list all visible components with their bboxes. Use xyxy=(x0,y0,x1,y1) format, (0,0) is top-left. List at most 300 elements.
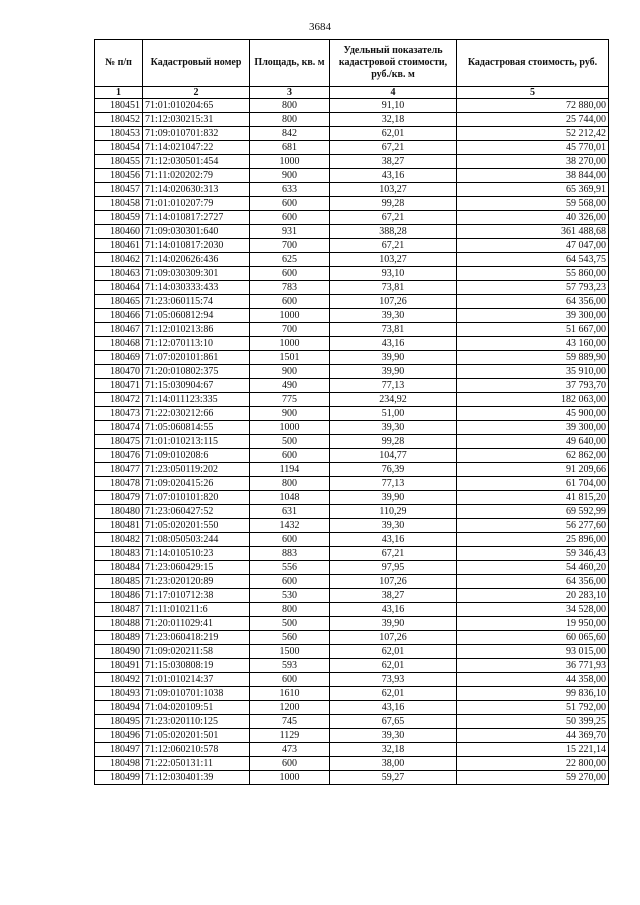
unit-value-cell: 234,92 xyxy=(330,393,457,407)
cadastral-value-cell: 38 270,00 xyxy=(457,155,609,169)
area-cell: 1501 xyxy=(250,351,330,365)
area-cell: 1000 xyxy=(250,155,330,169)
cadastral-number-cell: 71:01:010213:115 xyxy=(143,435,250,449)
area-cell: 1000 xyxy=(250,421,330,435)
row-number-cell: 180492 xyxy=(95,673,143,687)
row-number-cell: 180475 xyxy=(95,435,143,449)
unit-value-cell: 99,28 xyxy=(330,197,457,211)
row-number-cell: 180460 xyxy=(95,225,143,239)
unit-value-cell: 73,93 xyxy=(330,673,457,687)
cadastral-value-cell: 60 065,60 xyxy=(457,631,609,645)
area-cell: 842 xyxy=(250,127,330,141)
cadastral-value-cell: 44 358,00 xyxy=(457,673,609,687)
column-number: 5 xyxy=(457,87,609,99)
table-row xyxy=(95,533,609,547)
unit-value-cell: 39,30 xyxy=(330,519,457,533)
unit-value-cell: 62,01 xyxy=(330,645,457,659)
unit-value-cell: 107,26 xyxy=(330,631,457,645)
area-cell: 1432 xyxy=(250,519,330,533)
unit-value-cell: 73,81 xyxy=(330,281,457,295)
area-cell: 593 xyxy=(250,659,330,673)
unit-value-cell: 77,13 xyxy=(330,477,457,491)
cadastral-value-cell: 99 836,10 xyxy=(457,687,609,701)
row-number-cell: 180461 xyxy=(95,239,143,253)
row-number-cell: 180463 xyxy=(95,267,143,281)
cadastral-value-cell: 49 640,00 xyxy=(457,435,609,449)
cadastral-number-cell: 71:12:030501:454 xyxy=(143,155,250,169)
table-row xyxy=(95,365,609,379)
cadastral-value-cell: 182 063,00 xyxy=(457,393,609,407)
unit-value-cell: 76,39 xyxy=(330,463,457,477)
cadastral-number-cell: 71:12:060210:578 xyxy=(143,743,250,757)
column-number: 2 xyxy=(143,87,250,99)
cadastral-number-cell: 71:09:010701:1038 xyxy=(143,687,250,701)
area-cell: 500 xyxy=(250,617,330,631)
unit-value-cell: 99,28 xyxy=(330,435,457,449)
table-row xyxy=(95,183,609,197)
cadastral-number-cell: 71:15:030904:67 xyxy=(143,379,250,393)
header-area: Площадь, кв. м xyxy=(250,40,330,87)
unit-value-cell: 103,27 xyxy=(330,183,457,197)
area-cell: 600 xyxy=(250,267,330,281)
area-cell: 1500 xyxy=(250,645,330,659)
table-row xyxy=(95,491,609,505)
unit-value-cell: 91,10 xyxy=(330,99,457,113)
area-cell: 500 xyxy=(250,435,330,449)
area-cell: 600 xyxy=(250,757,330,771)
unit-value-cell: 39,30 xyxy=(330,729,457,743)
cadastral-value-cell: 59 889,90 xyxy=(457,351,609,365)
cadastral-number-cell: 71:23:050119:202 xyxy=(143,463,250,477)
unit-value-cell: 77,13 xyxy=(330,379,457,393)
unit-value-cell: 59,27 xyxy=(330,771,457,785)
cadastral-value-cell: 43 160,00 xyxy=(457,337,609,351)
row-number-cell: 180481 xyxy=(95,519,143,533)
cadastral-value-cell: 72 880,00 xyxy=(457,99,609,113)
unit-value-cell: 107,26 xyxy=(330,295,457,309)
table-row xyxy=(95,211,609,225)
area-cell: 883 xyxy=(250,547,330,561)
cadastral-value-cell: 64 356,00 xyxy=(457,295,609,309)
table-row xyxy=(95,687,609,701)
unit-value-cell: 62,01 xyxy=(330,687,457,701)
column-number: 4 xyxy=(330,87,457,99)
cadastral-value-cell: 361 488,68 xyxy=(457,225,609,239)
unit-value-cell: 32,18 xyxy=(330,113,457,127)
cadastral-value-table xyxy=(94,39,609,785)
unit-value-cell: 32,18 xyxy=(330,743,457,757)
area-cell: 600 xyxy=(250,211,330,225)
table-row xyxy=(95,393,609,407)
cadastral-number-cell: 71:09:010701:832 xyxy=(143,127,250,141)
cadastral-number-cell: 71:09:010208:6 xyxy=(143,449,250,463)
row-number-cell: 180467 xyxy=(95,323,143,337)
row-number-cell: 180453 xyxy=(95,127,143,141)
cadastral-number-cell: 71:23:060427:52 xyxy=(143,505,250,519)
row-number-cell: 180478 xyxy=(95,477,143,491)
table-row xyxy=(95,155,609,169)
cadastral-value-cell: 55 860,00 xyxy=(457,267,609,281)
cadastral-value-cell: 59 568,00 xyxy=(457,197,609,211)
row-number-cell: 180457 xyxy=(95,183,143,197)
cadastral-value-cell: 15 221,14 xyxy=(457,743,609,757)
table-row xyxy=(95,141,609,155)
table-row xyxy=(95,449,609,463)
cadastral-value-cell: 54 460,20 xyxy=(457,561,609,575)
row-number-cell: 180479 xyxy=(95,491,143,505)
cadastral-number-cell: 71:12:010213:86 xyxy=(143,323,250,337)
unit-value-cell: 67,21 xyxy=(330,239,457,253)
area-cell: 1610 xyxy=(250,687,330,701)
unit-value-cell: 39,30 xyxy=(330,309,457,323)
unit-value-cell: 67,21 xyxy=(330,547,457,561)
area-cell: 473 xyxy=(250,743,330,757)
table-row xyxy=(95,743,609,757)
area-cell: 1129 xyxy=(250,729,330,743)
row-number-cell: 180490 xyxy=(95,645,143,659)
cadastral-value-cell: 36 771,93 xyxy=(457,659,609,673)
row-number-cell: 180464 xyxy=(95,281,143,295)
cadastral-number-cell: 71:07:020101:861 xyxy=(143,351,250,365)
area-cell: 530 xyxy=(250,589,330,603)
row-number-cell: 180452 xyxy=(95,113,143,127)
cadastral-number-cell: 71:05:020201:550 xyxy=(143,519,250,533)
area-cell: 600 xyxy=(250,575,330,589)
table-header-row xyxy=(95,40,609,87)
table-row xyxy=(95,323,609,337)
cadastral-number-cell: 71:11:010211:6 xyxy=(143,603,250,617)
table-row xyxy=(95,575,609,589)
row-number-cell: 180472 xyxy=(95,393,143,407)
cadastral-value-cell: 35 910,00 xyxy=(457,365,609,379)
table-body xyxy=(95,99,609,785)
header-cadastral-value: Кадастровая стоимость, руб. xyxy=(457,40,609,87)
table-row xyxy=(95,421,609,435)
row-number-cell: 180495 xyxy=(95,715,143,729)
table-row xyxy=(95,505,609,519)
row-number-cell: 180499 xyxy=(95,771,143,785)
table-row xyxy=(95,407,609,421)
area-cell: 560 xyxy=(250,631,330,645)
area-cell: 631 xyxy=(250,505,330,519)
cadastral-number-cell: 71:22:050131:11 xyxy=(143,757,250,771)
cadastral-value-cell: 45 900,00 xyxy=(457,407,609,421)
unit-value-cell: 103,27 xyxy=(330,253,457,267)
area-cell: 900 xyxy=(250,169,330,183)
area-cell: 633 xyxy=(250,183,330,197)
column-number-row xyxy=(95,87,609,99)
unit-value-cell: 39,90 xyxy=(330,491,457,505)
cadastral-value-cell: 22 800,00 xyxy=(457,757,609,771)
column-number: 3 xyxy=(250,87,330,99)
table-row xyxy=(95,659,609,673)
header-row-number: № п/п xyxy=(95,40,143,87)
cadastral-number-cell: 71:14:030333:433 xyxy=(143,281,250,295)
cadastral-value-cell: 93 015,00 xyxy=(457,645,609,659)
header-cadastral-number: Кадастровый номер xyxy=(143,40,250,87)
table-row xyxy=(95,673,609,687)
cadastral-value-cell: 51 667,00 xyxy=(457,323,609,337)
unit-value-cell: 38,27 xyxy=(330,155,457,169)
row-number-cell: 180496 xyxy=(95,729,143,743)
row-number-cell: 180469 xyxy=(95,351,143,365)
row-number-cell: 180482 xyxy=(95,533,143,547)
cadastral-number-cell: 71:05:060812:94 xyxy=(143,309,250,323)
cadastral-number-cell: 71:20:010802:375 xyxy=(143,365,250,379)
table-row xyxy=(95,295,609,309)
area-cell: 1200 xyxy=(250,701,330,715)
row-number-cell: 180471 xyxy=(95,379,143,393)
area-cell: 931 xyxy=(250,225,330,239)
unit-value-cell: 39,90 xyxy=(330,351,457,365)
cadastral-number-cell: 71:23:020120:89 xyxy=(143,575,250,589)
table-row xyxy=(95,253,609,267)
row-number-cell: 180468 xyxy=(95,337,143,351)
row-number-cell: 180488 xyxy=(95,617,143,631)
area-cell: 1194 xyxy=(250,463,330,477)
cadastral-value-cell: 51 792,00 xyxy=(457,701,609,715)
row-number-cell: 180456 xyxy=(95,169,143,183)
area-cell: 800 xyxy=(250,477,330,491)
row-number-cell: 180470 xyxy=(95,365,143,379)
table-row xyxy=(95,281,609,295)
cadastral-number-cell: 71:07:010101:820 xyxy=(143,491,250,505)
table-row xyxy=(95,519,609,533)
table-row xyxy=(95,771,609,785)
row-number-cell: 180487 xyxy=(95,603,143,617)
table-row xyxy=(95,589,609,603)
cadastral-number-cell: 71:15:030808:19 xyxy=(143,659,250,673)
area-cell: 600 xyxy=(250,449,330,463)
table-row xyxy=(95,631,609,645)
cadastral-value-cell: 45 770,01 xyxy=(457,141,609,155)
unit-value-cell: 67,65 xyxy=(330,715,457,729)
row-number-cell: 180458 xyxy=(95,197,143,211)
row-number-cell: 180493 xyxy=(95,687,143,701)
cadastral-number-cell: 71:14:011123:335 xyxy=(143,393,250,407)
cadastral-value-cell: 56 277,60 xyxy=(457,519,609,533)
cadastral-number-cell: 71:23:020110:125 xyxy=(143,715,250,729)
cadastral-number-cell: 71:11:020202:79 xyxy=(143,169,250,183)
area-cell: 900 xyxy=(250,407,330,421)
row-number-cell: 180477 xyxy=(95,463,143,477)
row-number-cell: 180462 xyxy=(95,253,143,267)
unit-value-cell: 39,90 xyxy=(330,365,457,379)
area-cell: 700 xyxy=(250,239,330,253)
table-row xyxy=(95,715,609,729)
unit-value-cell: 93,10 xyxy=(330,267,457,281)
row-number-cell: 180485 xyxy=(95,575,143,589)
cadastral-value-cell: 25 744,00 xyxy=(457,113,609,127)
page-number: 3684 xyxy=(309,21,331,33)
cadastral-number-cell: 71:09:020211:58 xyxy=(143,645,250,659)
cadastral-number-cell: 71:09:020415:26 xyxy=(143,477,250,491)
cadastral-value-cell: 39 300,00 xyxy=(457,309,609,323)
area-cell: 1048 xyxy=(250,491,330,505)
table-row xyxy=(95,267,609,281)
cadastral-value-cell: 41 815,20 xyxy=(457,491,609,505)
cadastral-value-cell: 25 896,00 xyxy=(457,533,609,547)
row-number-cell: 180455 xyxy=(95,155,143,169)
row-number-cell: 180486 xyxy=(95,589,143,603)
unit-value-cell: 43,16 xyxy=(330,169,457,183)
row-number-cell: 180465 xyxy=(95,295,143,309)
row-number-cell: 180454 xyxy=(95,141,143,155)
cadastral-number-cell: 71:09:030309:301 xyxy=(143,267,250,281)
cadastral-value-cell: 52 212,42 xyxy=(457,127,609,141)
cadastral-value-cell: 38 844,00 xyxy=(457,169,609,183)
cadastral-value-cell: 34 528,00 xyxy=(457,603,609,617)
table-row xyxy=(95,547,609,561)
table-row xyxy=(95,463,609,477)
unit-value-cell: 67,21 xyxy=(330,211,457,225)
cadastral-value-cell: 40 326,00 xyxy=(457,211,609,225)
area-cell: 745 xyxy=(250,715,330,729)
unit-value-cell: 107,26 xyxy=(330,575,457,589)
unit-value-cell: 73,81 xyxy=(330,323,457,337)
row-number-cell: 180484 xyxy=(95,561,143,575)
unit-value-cell: 67,21 xyxy=(330,141,457,155)
area-cell: 1000 xyxy=(250,337,330,351)
cadastral-number-cell: 71:14:010817:2727 xyxy=(143,211,250,225)
row-number-cell: 180466 xyxy=(95,309,143,323)
table-row xyxy=(95,701,609,715)
table-row xyxy=(95,239,609,253)
area-cell: 681 xyxy=(250,141,330,155)
table-row xyxy=(95,127,609,141)
cadastral-number-cell: 71:12:030401:39 xyxy=(143,771,250,785)
cadastral-number-cell: 71:17:010712:38 xyxy=(143,589,250,603)
cadastral-value-cell: 47 047,00 xyxy=(457,239,609,253)
area-cell: 600 xyxy=(250,197,330,211)
unit-value-cell: 43,16 xyxy=(330,337,457,351)
table-row xyxy=(95,337,609,351)
table-row xyxy=(95,603,609,617)
row-number-cell: 180494 xyxy=(95,701,143,715)
area-cell: 625 xyxy=(250,253,330,267)
unit-value-cell: 110,29 xyxy=(330,505,457,519)
header-unit-value: Удельный показатель кадастровой стоимости, руб./кв. м xyxy=(330,40,457,87)
area-cell: 800 xyxy=(250,99,330,113)
table-row xyxy=(95,197,609,211)
cadastral-number-cell: 71:14:010817:2030 xyxy=(143,239,250,253)
table-row xyxy=(95,435,609,449)
unit-value-cell: 39,90 xyxy=(330,617,457,631)
table-row xyxy=(95,99,609,113)
cadastral-number-cell: 71:12:030215:31 xyxy=(143,113,250,127)
table-row xyxy=(95,309,609,323)
row-number-cell: 180491 xyxy=(95,659,143,673)
cadastral-number-cell: 71:22:030212:66 xyxy=(143,407,250,421)
cadastral-value-cell: 59 270,00 xyxy=(457,771,609,785)
cadastral-value-cell: 91 209,66 xyxy=(457,463,609,477)
area-cell: 900 xyxy=(250,365,330,379)
unit-value-cell: 38,27 xyxy=(330,589,457,603)
area-cell: 600 xyxy=(250,295,330,309)
row-number-cell: 180451 xyxy=(95,99,143,113)
row-number-cell: 180498 xyxy=(95,757,143,771)
row-number-cell: 180476 xyxy=(95,449,143,463)
area-cell: 800 xyxy=(250,113,330,127)
table-row xyxy=(95,645,609,659)
row-number-cell: 180474 xyxy=(95,421,143,435)
cadastral-value-cell: 64 356,00 xyxy=(457,575,609,589)
unit-value-cell: 97,95 xyxy=(330,561,457,575)
unit-value-cell: 43,16 xyxy=(330,533,457,547)
cadastral-value-cell: 65 369,91 xyxy=(457,183,609,197)
area-cell: 800 xyxy=(250,603,330,617)
unit-value-cell: 62,01 xyxy=(330,127,457,141)
cadastral-number-cell: 71:23:060418:219 xyxy=(143,631,250,645)
cadastral-value-cell: 20 283,10 xyxy=(457,589,609,603)
column-number: 1 xyxy=(95,87,143,99)
area-cell: 556 xyxy=(250,561,330,575)
cadastral-value-cell: 62 862,00 xyxy=(457,449,609,463)
area-cell: 775 xyxy=(250,393,330,407)
unit-value-cell: 43,16 xyxy=(330,603,457,617)
area-cell: 600 xyxy=(250,673,330,687)
unit-value-cell: 38,00 xyxy=(330,757,457,771)
cadastral-number-cell: 71:04:020109:51 xyxy=(143,701,250,715)
row-number-cell: 180483 xyxy=(95,547,143,561)
area-cell: 490 xyxy=(250,379,330,393)
table-row xyxy=(95,351,609,365)
cadastral-number-cell: 71:05:060814:55 xyxy=(143,421,250,435)
cadastral-value-cell: 39 300,00 xyxy=(457,421,609,435)
cadastral-number-cell: 71:14:020630:313 xyxy=(143,183,250,197)
cadastral-value-cell: 61 704,00 xyxy=(457,477,609,491)
cadastral-number-cell: 71:05:020201:501 xyxy=(143,729,250,743)
cadastral-value-cell: 69 592,99 xyxy=(457,505,609,519)
cadastral-value-cell: 57 793,23 xyxy=(457,281,609,295)
cadastral-value-cell: 64 543,75 xyxy=(457,253,609,267)
cadastral-number-cell: 71:23:060115:74 xyxy=(143,295,250,309)
area-cell: 700 xyxy=(250,323,330,337)
table-row xyxy=(95,169,609,183)
cadastral-number-cell: 71:12:070113:10 xyxy=(143,337,250,351)
cadastral-number-cell: 71:01:010214:37 xyxy=(143,673,250,687)
cadastral-number-cell: 71:20:011029:41 xyxy=(143,617,250,631)
row-number-cell: 180497 xyxy=(95,743,143,757)
table-row xyxy=(95,617,609,631)
unit-value-cell: 39,30 xyxy=(330,421,457,435)
area-cell: 1000 xyxy=(250,309,330,323)
table-row xyxy=(95,379,609,393)
table-row xyxy=(95,477,609,491)
row-number-cell: 180473 xyxy=(95,407,143,421)
cadastral-value-cell: 50 399,25 xyxy=(457,715,609,729)
cadastral-number-cell: 71:14:010510:23 xyxy=(143,547,250,561)
table-row xyxy=(95,757,609,771)
cadastral-value-cell: 37 793,70 xyxy=(457,379,609,393)
cadastral-number-cell: 71:14:020626:436 xyxy=(143,253,250,267)
cadastral-number-cell: 71:08:050503:244 xyxy=(143,533,250,547)
cadastral-number-cell: 71:01:010207:79 xyxy=(143,197,250,211)
row-number-cell: 180489 xyxy=(95,631,143,645)
table-row xyxy=(95,729,609,743)
table-row xyxy=(95,225,609,239)
unit-value-cell: 62,01 xyxy=(330,659,457,673)
cadastral-number-cell: 71:14:021047:22 xyxy=(143,141,250,155)
unit-value-cell: 43,16 xyxy=(330,701,457,715)
row-number-cell: 180480 xyxy=(95,505,143,519)
cadastral-number-cell: 71:09:030301:640 xyxy=(143,225,250,239)
cadastral-value-cell: 19 950,00 xyxy=(457,617,609,631)
cadastral-value-cell: 44 369,70 xyxy=(457,729,609,743)
table-row xyxy=(95,113,609,127)
table-row xyxy=(95,561,609,575)
unit-value-cell: 388,28 xyxy=(330,225,457,239)
